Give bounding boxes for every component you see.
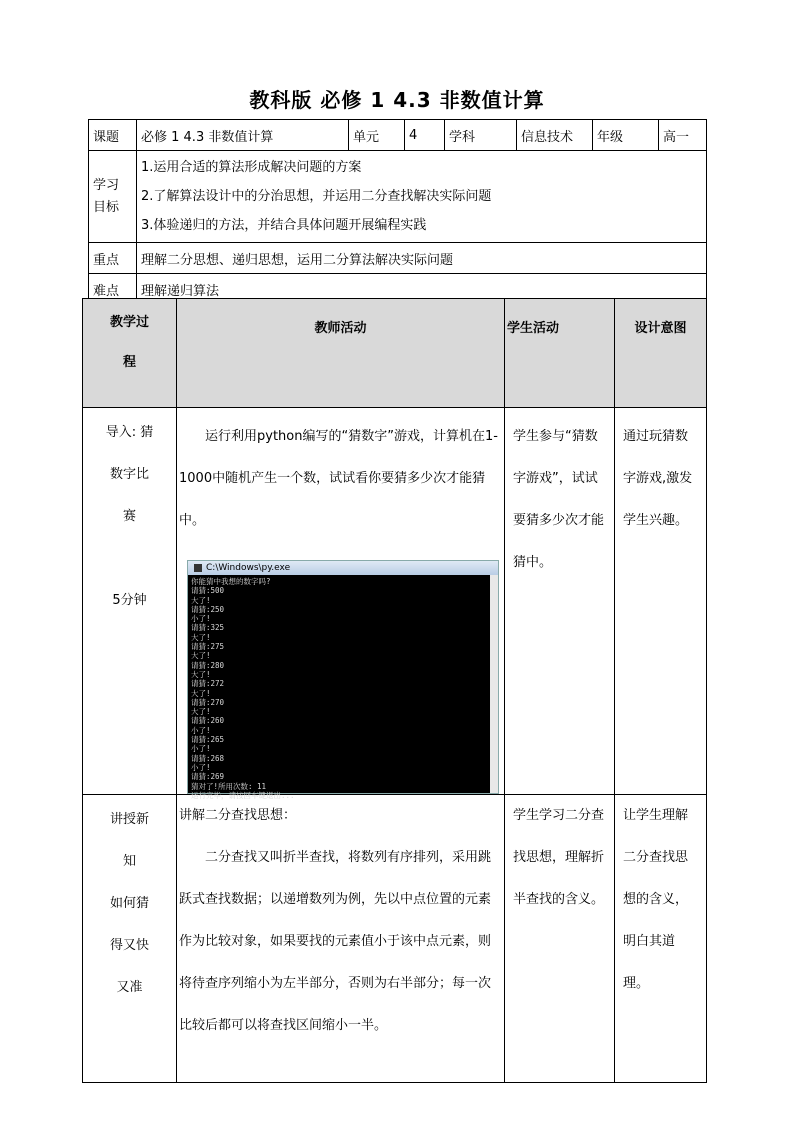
console-line: 大了! <box>191 651 211 661</box>
console-line: 大了! <box>191 688 211 698</box>
goals-row <box>89 151 707 243</box>
console-line: 请猜:272 <box>191 679 225 689</box>
unit-label: 单元 <box>349 120 405 151</box>
goals-list <box>137 151 707 243</box>
console-line: 请猜:325 <box>191 623 225 633</box>
design-intent-intro: 通过玩猜数字游戏,激发学生兴趣。 <box>615 408 707 795</box>
console-line: 请猜:275 <box>191 642 225 652</box>
header-student: 学生活动 <box>505 299 615 408</box>
goal-item: 2.了解算法设计中的分治思想，并运用二分查找解决实际问题 <box>141 189 492 204</box>
header-process: 教学过 程 <box>83 299 177 408</box>
unit-value: 4 <box>405 120 445 151</box>
console-line: 请猜:265 <box>191 735 225 745</box>
console-line: 请猜:260 <box>191 716 225 726</box>
console-output <box>188 575 498 800</box>
console-line: 小了! <box>191 744 211 754</box>
subject-label: 学科 <box>445 120 517 151</box>
console-line: 大了! <box>191 669 211 679</box>
teacher-activity-intro: 运行利用python编写的“猜数字”游戏，计算机在1-1000中随机产生一个数，试试看你要猜多少次才能猜中。 C:\Windows\py.exe 你能猜中我想的数字吗? 请猜:500 大了! 请猜:250 小了! 请猜:325 大了! 请猜:275 大了! 请猜:280 大了! 请猜:272 大了! 请猜:270 大了! 请猜:260 小了! 请猜:265 小了! 请猜:268 小了! 请猜:269 猜对了!所用次数: 11 运行完毕，请按回车键退出... <box>177 408 505 795</box>
topic-row <box>89 120 707 151</box>
topic-label: 课题 <box>89 120 137 151</box>
console-line: 小了! <box>191 762 211 772</box>
duration: 5分钟 <box>112 593 147 608</box>
console-line: 小了! <box>191 614 211 624</box>
key-points-label: 重点 <box>89 243 137 274</box>
goals-label: 学习 目标 <box>89 151 137 243</box>
console-line: 大了! <box>191 595 211 605</box>
key-points-row <box>89 243 707 274</box>
console-line: 猜对了!所用次数: 11 <box>191 781 267 791</box>
console-line: 你能猜中我想的数字吗? <box>191 577 271 586</box>
lesson-process-table <box>82 298 707 1083</box>
goal-item: 1.运用合适的算法形成解决问题的方案 <box>141 160 362 175</box>
course-info-table <box>88 119 707 305</box>
console-line: 请猜:280 <box>191 660 225 670</box>
console-line: 请猜:250 <box>191 604 225 614</box>
console-line: 请猜:270 <box>191 697 225 707</box>
design-intent-new-knowledge: 让学生理解二分查找思想的含义，明白其道理。 <box>615 795 707 1083</box>
console-app-icon <box>194 564 202 572</box>
console-scrollbar <box>490 575 498 793</box>
subject-value: 信息技术 <box>517 120 593 151</box>
console-line: 请猜:268 <box>191 753 225 763</box>
console-line: 运行完毕，请按回车键退出... <box>191 790 295 800</box>
lesson-row-intro <box>83 408 707 795</box>
console-line: 小了! <box>191 725 211 735</box>
console-line: 大了! <box>191 632 211 642</box>
student-activity-new-knowledge: 学生学习二分查找思想，理解折半查找的含义。 <box>505 795 615 1083</box>
lesson-header-row <box>83 299 707 408</box>
difficulty-label: 难点 <box>89 274 137 305</box>
difficulty-value: 理解递归算法 <box>137 274 707 305</box>
console-line: 大了! <box>191 707 211 717</box>
key-points-value: 理解二分思想、递归思想，运用二分算法解决实际问题 <box>137 243 707 274</box>
grade-value: 高一 <box>659 120 707 151</box>
lesson-row-new-knowledge <box>83 795 707 1083</box>
console-line: 请猜:500 <box>191 586 225 596</box>
topic-value: 必修 1 4.3 非数值计算 <box>137 120 349 151</box>
teacher-activity-new-knowledge: 讲解二分查找思想： 二分查找又叫折半查找，将数列有序排列，采用跳跃式查找数据；以递增数列为例，先以中点位置的元素作为比较对象，如果要找的元素值小于该中点元素，则将待查序列缩小为左半部分，否则为右半部分；每一次比较后都可以将查找区间缩小一半。 <box>177 795 505 1083</box>
goal-item: 3.体验递归的方法，并结合具体问题开展编程实践 <box>141 218 427 233</box>
process-new-knowledge: 讲授新 知 如何猜 得又快 又准 <box>83 795 177 1083</box>
console-titlebar: C:\Windows\py.exe <box>188 561 498 575</box>
process-intro: 导入: 猜 数字比 赛 5分钟 <box>83 408 177 795</box>
header-intent: 设计意图 <box>615 299 707 408</box>
header-teacher: 教师活动 <box>177 299 505 408</box>
student-activity-intro: 学生参与“猜数字游戏”，试试要猜多少次才能猜中。 <box>505 408 615 795</box>
console-screenshot <box>187 560 499 800</box>
grade-label: 年级 <box>593 120 659 151</box>
document-title: 教科版 必修 1 4.3 非数值计算 <box>249 88 545 112</box>
console-line: 请猜:269 <box>191 772 225 782</box>
